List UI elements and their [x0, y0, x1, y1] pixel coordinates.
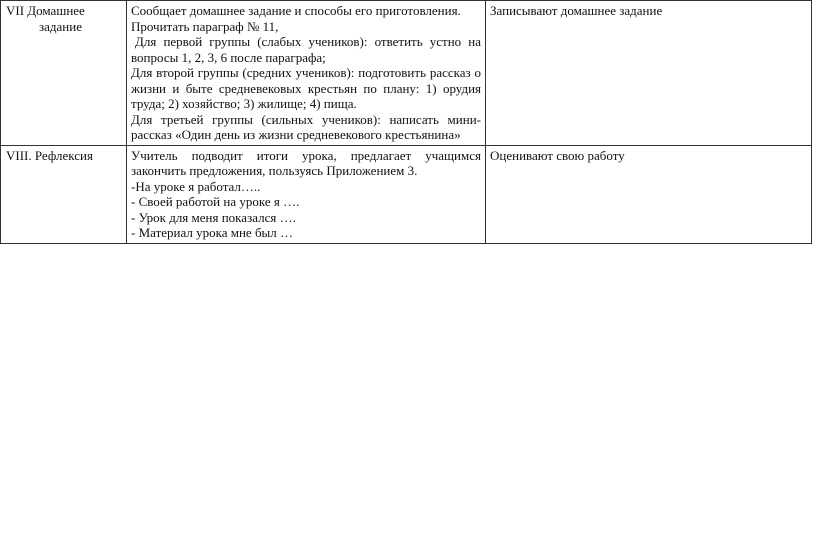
teacher-text-paragraph: - Урок для меня показался …. — [131, 209, 296, 225]
student-activity-text: Оценивают свою работу — [490, 147, 625, 163]
stage-title: VIII. Рефлексия — [6, 147, 93, 163]
teacher-text-paragraph: - Своей работой на уроке я …. — [131, 194, 300, 209]
teacher-text-paragraph: - Материал урока мне был … — [131, 225, 294, 240]
teacher-text-paragraph: Прочитать параграф № 11, — [131, 18, 279, 34]
student-activity-cell-homework — [486, 1, 812, 146]
stage-cell-homework — [1, 1, 127, 146]
table-row-homework — [1, 1, 812, 146]
teacher-text-paragraph: -На уроке я работал….. — [131, 178, 261, 194]
teacher-activity-cell-homework — [127, 1, 486, 146]
stage-title: VII Домашнее — [6, 3, 85, 18]
student-activity-cell-reflection — [486, 145, 812, 243]
teacher-text-paragraph: Сообщает домашнее задание и способы его приготовления. — [131, 3, 461, 18]
stage-cell-reflection — [1, 145, 127, 243]
lesson-plan-table — [0, 0, 812, 244]
teacher-text-paragraph: Для третьей группы (сильных учеников): написать мини-рассказ «Один день из жизни средневекового крестьянина» — [131, 111, 481, 142]
student-activity-text: Записывают домашнее задание — [490, 3, 663, 18]
teacher-text-paragraph: Учитель подводит итоги урока, предлагает учащимся закончить предложения, пользуясь Приложением 3. — [131, 147, 481, 178]
table-row-reflection — [1, 145, 812, 243]
teacher-activity-cell-reflection — [127, 145, 486, 243]
teacher-text-paragraph: Для второй группы (средних учеников): подготовить рассказ о жизни и быте средневековых крестьян по плану: 1) орудия труда; 2) хозяйство; 3) жилище; 4) пища. — [131, 65, 481, 111]
stage-title-continued: задание — [39, 18, 82, 34]
teacher-text-paragraph: Для первой группы (слабых учеников): ответить устно на вопросы 1, 2, 3, 6 после параграфа; — [131, 34, 481, 65]
